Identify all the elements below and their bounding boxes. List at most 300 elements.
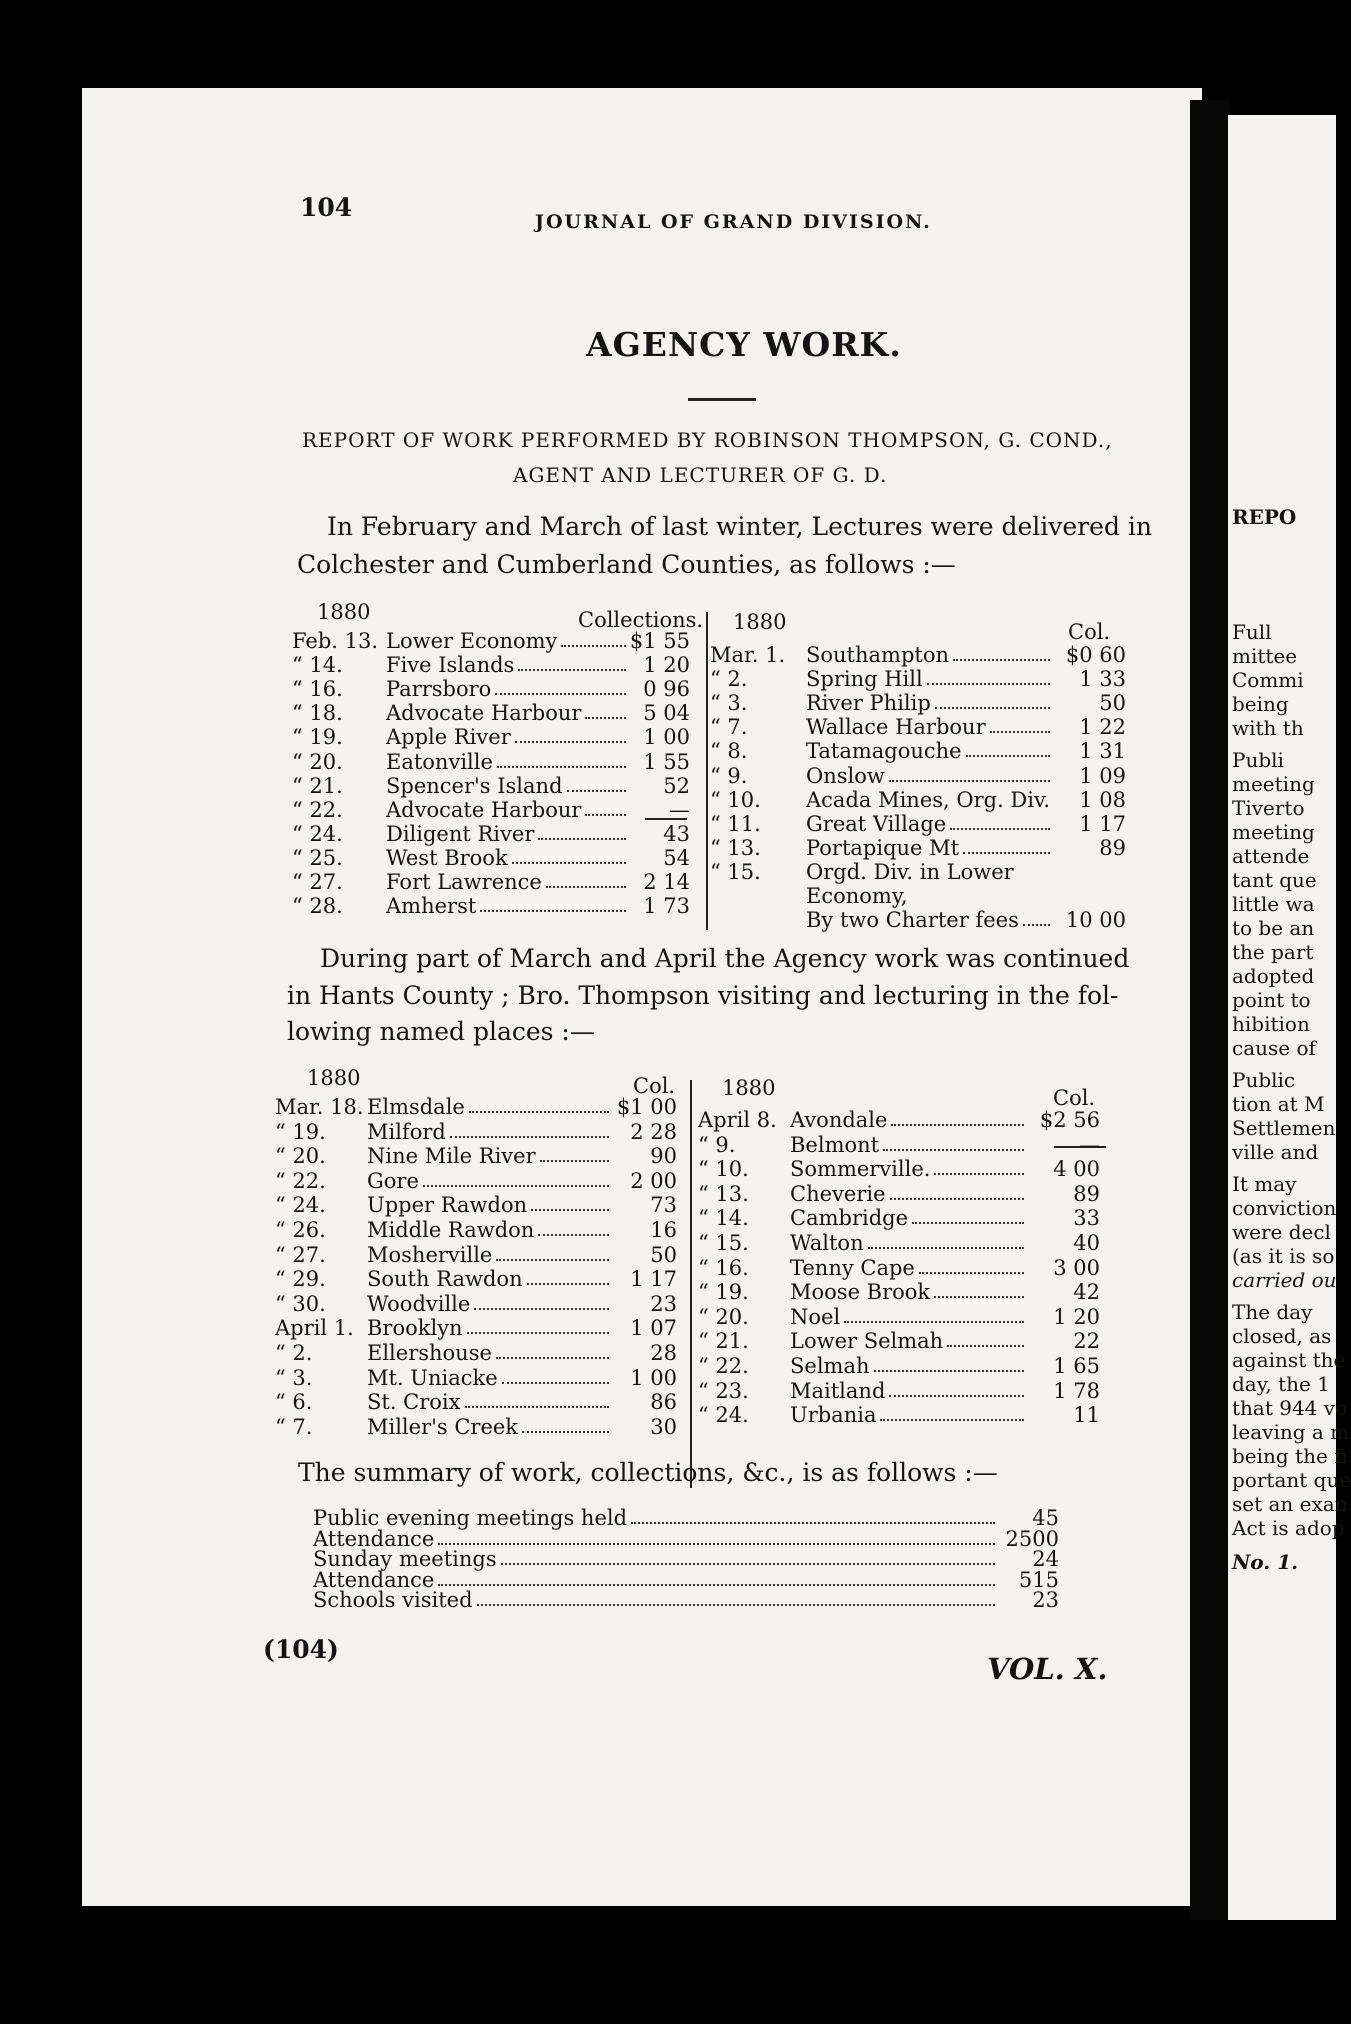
entry-date: “ 18. [292, 701, 343, 726]
table-row [275, 1095, 685, 1119]
entry-date: Mar. 18. [275, 1095, 364, 1119]
facing-page-line: Publi [1232, 748, 1284, 772]
facing-page-line: leaving a m [1232, 1420, 1350, 1444]
facing-page-line: being [1232, 692, 1289, 716]
entry-place: Spencer's Island [386, 773, 563, 798]
entry-date: “ 6. [275, 1390, 313, 1415]
leader-dots [950, 827, 1050, 830]
facing-page-line: ville and [1232, 1140, 1319, 1164]
entry-date: “ 3. [710, 691, 748, 716]
entry-amount: 1 33 [1079, 667, 1126, 692]
entry-date: “ 7. [710, 715, 748, 740]
table-row [275, 1169, 685, 1193]
facing-page-line: the part [1232, 940, 1314, 964]
entry-date: Feb. 13. [292, 629, 379, 653]
leader-dots [868, 1246, 1024, 1249]
table-row [710, 884, 1128, 908]
intro-line-1: In February and March of last winter, Lectures were delivered in [327, 512, 1152, 541]
entry-amount: 16 [650, 1218, 677, 1242]
summary-value: 515 [1018, 1567, 1059, 1592]
entry-amount: 1 17 [630, 1267, 677, 1292]
table-row [710, 764, 1128, 788]
entry-date: “ 20. [698, 1304, 749, 1329]
leader-dots [880, 1418, 1024, 1421]
page-title: AGENCY WORK. [586, 325, 902, 364]
entry-date: “ 19. [275, 1119, 326, 1144]
report-subtitle-line-2: AGENT AND LECTURER OF G. D. [513, 463, 888, 487]
leader-dots [585, 716, 626, 719]
entry-place: Mosherville [367, 1242, 493, 1267]
entry-place: Economy, [806, 884, 908, 908]
facing-page [1228, 115, 1351, 1920]
leader-dots [890, 1197, 1025, 1200]
leader-dots [912, 1221, 1024, 1224]
summary-value: 23 [1032, 1588, 1059, 1612]
entry-amount: — [669, 797, 690, 822]
leader-dots [546, 885, 626, 888]
entry-place: Five Islands [386, 653, 515, 678]
entry-place: Woodville [367, 1291, 471, 1316]
entry-place: Urbania [790, 1403, 877, 1428]
table-row [710, 860, 1128, 884]
entry-amount: 1 20 [1053, 1304, 1100, 1329]
entry-date: “ 21. [292, 773, 343, 798]
leader-dots [496, 1356, 609, 1359]
table-row [698, 1182, 1114, 1206]
table-row [275, 1341, 685, 1365]
entry-place: Belmont [790, 1132, 880, 1157]
leader-dots [883, 1148, 1024, 1151]
entry-place: South Rawdon [367, 1267, 523, 1292]
facing-page-line: attende [1232, 844, 1310, 868]
leader-dots [527, 1282, 609, 1285]
entry-place: Maitland [790, 1378, 886, 1403]
table-row [292, 701, 700, 725]
entry-amount: 52 [663, 773, 690, 798]
mid-para-line-3: lowing named places :— [287, 1017, 595, 1046]
entry-amount: 50 [1099, 691, 1126, 716]
leader-dots [927, 682, 1050, 685]
facing-page-line: portant que [1232, 1468, 1351, 1492]
entry-date: “ 30. [275, 1291, 326, 1316]
table-row [275, 1120, 685, 1144]
facing-page-line: cause of [1232, 1036, 1316, 1060]
entry-date: “ 9. [698, 1132, 736, 1157]
facing-page-line: set an exan [1232, 1492, 1348, 1516]
entry-place: Portapique Mt [806, 835, 960, 860]
entry-place: Selmah [790, 1354, 870, 1378]
s1-left-col-label: Collections. [578, 608, 704, 632]
intro-line-2: Colchester and Cumberland Counties, as follows :— [297, 550, 956, 579]
leader-dots [1023, 923, 1050, 926]
leader-dots [497, 765, 626, 768]
table-row [698, 1157, 1114, 1181]
entry-amount: — [1079, 1132, 1100, 1157]
leader-dots [919, 1271, 1024, 1274]
summary-label: Attendance [313, 1567, 435, 1592]
summary-intro: The summary of work, collections, &c., is as follows :— [298, 1458, 998, 1487]
leader-dots [934, 1295, 1024, 1298]
table-row [710, 667, 1128, 691]
table-row [698, 1403, 1114, 1427]
leader-dots [953, 658, 1050, 661]
leader-dots [540, 1159, 609, 1162]
table-row [275, 1366, 685, 1390]
table-row [710, 836, 1128, 860]
leader-dots [844, 1320, 1024, 1323]
summary-label: Sunday meetings [313, 1547, 497, 1571]
entry-date: “ 22. [292, 797, 343, 822]
entry-amount: $1 55 [629, 629, 690, 653]
leader-dots [467, 1331, 609, 1334]
s1-right-year: 1880 [733, 610, 787, 634]
facing-page-line: tant que [1232, 868, 1317, 892]
facing-page-line: that 944 vo [1232, 1396, 1348, 1420]
entry-date: “ 2. [710, 667, 748, 692]
s1-column-divider [706, 612, 708, 930]
entry-place: Tenny Cape [790, 1255, 915, 1280]
summary-label: Public evening meetings held [313, 1506, 628, 1530]
entry-amount: 11 [1073, 1403, 1100, 1428]
entry-place: Parrsboro [386, 677, 492, 702]
table-row [275, 1267, 685, 1291]
entry-place: By two Charter fees [806, 908, 1019, 933]
facing-page-line: Full [1232, 620, 1272, 644]
table-row [275, 1144, 685, 1168]
entry-date: “ 11. [710, 811, 761, 836]
leader-dots [501, 1562, 995, 1565]
leader-dots [495, 692, 626, 695]
entry-date: “ 24. [275, 1193, 326, 1218]
facing-page-line: meeting [1232, 772, 1315, 796]
facing-page-line: closed, as [1232, 1324, 1332, 1348]
entry-date: “ 19. [698, 1280, 749, 1305]
entry-amount: 2 28 [630, 1119, 677, 1144]
table-row [698, 1305, 1114, 1329]
leader-dots [990, 730, 1050, 733]
entry-place: Ellershouse [367, 1341, 492, 1365]
facing-page-line: Settlemen [1232, 1116, 1336, 1140]
table-row [292, 774, 700, 798]
leader-dots [423, 1184, 609, 1187]
entry-amount: 1 00 [643, 725, 690, 750]
table-row [710, 691, 1128, 715]
entry-place: Amherst [386, 894, 477, 919]
table-row [275, 1316, 685, 1340]
entry-place: Avondale [790, 1108, 888, 1132]
entry-date: “ 3. [275, 1365, 313, 1390]
entry-amount: 28 [650, 1341, 677, 1365]
summary-value: 45 [1032, 1506, 1059, 1530]
entry-amount: $1 00 [616, 1095, 677, 1119]
leader-dots [585, 813, 626, 816]
entry-place: Lower Selmah [790, 1329, 944, 1354]
entry-date: “ 28. [292, 894, 343, 919]
entry-date: “ 15. [698, 1231, 749, 1255]
facing-page-line: mittee [1232, 644, 1298, 668]
summary-label: Attendance [313, 1526, 435, 1551]
table-row [275, 1390, 685, 1414]
entry-place: Eatonville [386, 749, 493, 774]
entry-amount: 89 [1073, 1181, 1100, 1206]
entry-date: Mar. 1. [710, 643, 786, 667]
footer-page-number: (104) [263, 1635, 339, 1664]
table-row [292, 894, 700, 918]
table-row [275, 1193, 685, 1217]
leader-dots [477, 1603, 995, 1606]
running-header: JOURNAL OF GRAND DIVISION. [535, 211, 932, 233]
page-gutter [1190, 100, 1230, 1920]
leader-dots [474, 1307, 609, 1310]
leader-dots [889, 1394, 1024, 1397]
entry-date: April 8. [698, 1108, 777, 1132]
facing-page-line: with th [1232, 716, 1304, 740]
entry-place: Acada Mines, Org. Div. [806, 787, 1051, 812]
entry-place: Cambridge [790, 1206, 909, 1231]
s2-right-col-label: Col. [1053, 1086, 1096, 1110]
entry-amount: 1 55 [643, 749, 690, 774]
entry-amount: 1 22 [1079, 715, 1126, 740]
entry-date: “ 22. [698, 1354, 749, 1378]
entry-amount: 43 [663, 821, 690, 846]
entry-place: Miller's Creek [367, 1414, 519, 1439]
entry-place: West Brook [386, 845, 508, 870]
entry-place: Gore [367, 1168, 419, 1193]
entry-amount: 1 00 [630, 1365, 677, 1390]
leader-dots [438, 1583, 995, 1586]
s1-right-col-label: Col. [1068, 620, 1111, 644]
entry-date: “ 7. [275, 1414, 313, 1439]
summary-label: Schools visited [313, 1588, 473, 1612]
table-row [710, 908, 1128, 932]
table-row [710, 812, 1128, 836]
table-row [710, 643, 1128, 667]
leader-dots [963, 851, 1050, 854]
leader-dots [966, 754, 1050, 757]
entry-place: Nine Mile River [367, 1144, 536, 1169]
entry-amount: 1 78 [1053, 1378, 1100, 1403]
entry-date: “ 23. [698, 1378, 749, 1403]
entry-place: Sommerville. [790, 1157, 931, 1182]
leader-dots [502, 1381, 609, 1384]
entry-amount: 4 00 [1053, 1157, 1100, 1182]
table-row [275, 1292, 685, 1316]
footer-volume: VOL. X. [987, 1652, 1108, 1686]
leader-dots [438, 1542, 995, 1545]
entry-date: April 1. [275, 1316, 354, 1341]
facing-page-line: conviction [1232, 1196, 1337, 1220]
entry-amount: 1 17 [1079, 811, 1126, 836]
entry-date: “ 26. [275, 1218, 326, 1242]
leader-dots [531, 1208, 609, 1211]
entry-place: Moose Brook [790, 1280, 931, 1305]
entry-date: “ 27. [275, 1242, 326, 1267]
facing-page-line: Tiverto [1232, 796, 1305, 820]
table-row [698, 1108, 1114, 1132]
leader-dots [631, 1521, 995, 1524]
entry-place: Onslow [806, 763, 885, 788]
entry-date: “ 10. [698, 1157, 749, 1182]
entry-amount: 5 04 [643, 701, 690, 726]
entry-date: “ 8. [710, 739, 748, 764]
s2-left-year: 1880 [307, 1066, 361, 1090]
entry-date: “ 14. [292, 653, 343, 678]
facing-page-line: tion at M [1232, 1092, 1325, 1116]
s2-left-col-label: Col. [633, 1074, 676, 1098]
entry-amount: 50 [650, 1242, 677, 1267]
entry-date: “ 16. [698, 1255, 749, 1280]
entry-amount: 1 31 [1079, 739, 1126, 764]
title-rule [688, 398, 756, 401]
facing-page-line: adopted [1232, 964, 1315, 988]
mid-para-line-1: During part of March and April the Agency work was continued [320, 944, 1130, 973]
entry-place: St. Croix [367, 1390, 461, 1415]
entry-place: Cheverie [790, 1181, 886, 1206]
entry-place: Wallace Harbour [806, 715, 986, 740]
leader-dots [935, 706, 1050, 709]
entry-date: “ 27. [292, 870, 343, 894]
entry-place: Mt. Uniacke [367, 1365, 498, 1390]
table-row [698, 1280, 1114, 1304]
summary-value: 2500 [1005, 1526, 1059, 1551]
entry-place: Brooklyn [367, 1316, 463, 1341]
entry-place: Noel [790, 1304, 841, 1329]
entry-place: Upper Rawdon [367, 1193, 528, 1218]
entry-place: Lower Economy [386, 629, 558, 653]
entry-place: River Philip [806, 691, 931, 716]
entry-place: Milford [367, 1119, 446, 1144]
leader-dots [496, 1258, 609, 1261]
entry-date: “ 13. [710, 835, 761, 860]
table-row [710, 788, 1128, 812]
table-row [292, 725, 700, 749]
facing-page-line: point to [1232, 988, 1311, 1012]
entry-date: “ 2. [275, 1341, 313, 1365]
report-subtitle-line-1: REPORT OF WORK PERFORMED BY ROBINSON THOMPSON, G. COND., [302, 428, 1113, 452]
leader-dots [465, 1405, 610, 1408]
entry-date: “ 9. [710, 763, 748, 788]
table-row [698, 1329, 1114, 1353]
facing-page-line: being the fi [1232, 1444, 1348, 1468]
entry-date: “ 20. [275, 1144, 326, 1169]
leader-dots [561, 644, 626, 647]
entry-date: “ 13. [698, 1181, 749, 1206]
entry-date: “ 24. [292, 821, 343, 846]
s2-right-year: 1880 [722, 1076, 776, 1100]
facing-page-line: Commi [1232, 668, 1304, 692]
facing-page-line: hibition [1232, 1012, 1310, 1036]
entry-place: Diligent River [386, 821, 535, 846]
facing-page-line: (as it is so [1232, 1244, 1335, 1268]
table-row [292, 629, 700, 653]
entry-amount: 1 07 [630, 1316, 677, 1341]
facing-page-line: Public [1232, 1068, 1296, 1092]
entry-amount: 86 [650, 1390, 677, 1415]
entry-amount: 1 09 [1079, 763, 1126, 788]
entry-place: Apple River [386, 725, 511, 750]
entry-amount: 2 14 [643, 870, 690, 894]
entry-amount: 90 [650, 1144, 677, 1169]
entry-amount: 89 [1099, 835, 1126, 860]
entry-amount: 40 [1073, 1231, 1100, 1255]
s1-left-year: 1880 [317, 600, 371, 624]
entry-amount: 22 [1073, 1329, 1100, 1354]
table-row [292, 846, 700, 870]
facing-page-line: meeting [1232, 820, 1315, 844]
facing-page-line: against the [1232, 1348, 1346, 1372]
leader-dots [480, 909, 626, 912]
entry-place: Tatamagouche [806, 739, 962, 764]
entry-amount: 33 [1073, 1206, 1100, 1231]
entry-date: “ 16. [292, 677, 343, 702]
entry-amount: 1 65 [1053, 1354, 1100, 1378]
table-row [698, 1256, 1114, 1280]
entry-place: Fort Lawrence [386, 870, 542, 894]
entry-amount: 30 [650, 1414, 677, 1439]
facing-page-line: day, the 1 [1232, 1372, 1330, 1396]
leader-dots [889, 779, 1050, 782]
entry-amount: $0 60 [1065, 643, 1126, 667]
entry-amount: 23 [650, 1291, 677, 1316]
table-row [698, 1354, 1114, 1378]
entry-date: “ 24. [698, 1403, 749, 1428]
entry-amount: 3 00 [1053, 1255, 1100, 1280]
table-row [292, 677, 700, 701]
entry-date: “ 22. [275, 1168, 326, 1193]
leader-dots [515, 740, 626, 743]
entry-place: Orgd. Div. in Lower [806, 859, 1014, 884]
entry-date: “ 20. [292, 749, 343, 774]
leader-dots [469, 1110, 609, 1113]
leader-dots [891, 1123, 1024, 1126]
entry-amount: 10 00 [1065, 908, 1126, 933]
entry-place: Walton [790, 1231, 864, 1255]
entry-date: “ 10. [710, 787, 761, 812]
table-row [710, 715, 1128, 739]
table-row [292, 870, 700, 894]
entry-amount: 1 20 [643, 653, 690, 678]
facing-page-line: to be an [1232, 916, 1315, 940]
entry-amount: 42 [1073, 1280, 1100, 1305]
entry-place: Advocate Harbour [386, 797, 582, 822]
entry-place: Spring Hill [806, 667, 923, 692]
page-number: 104 [300, 193, 353, 222]
facing-page-line: were decl [1232, 1220, 1331, 1244]
leader-dots [538, 1233, 609, 1236]
table-row [698, 1231, 1114, 1255]
entry-date: “ 21. [698, 1329, 749, 1354]
summary-value: 24 [1032, 1547, 1059, 1571]
entry-date: “ 15. [710, 859, 761, 884]
s2-column-divider [690, 1080, 692, 1488]
leader-dots [874, 1369, 1025, 1372]
entry-place: Great Village [806, 811, 947, 836]
entry-date: “ 19. [292, 725, 343, 750]
table-row [275, 1218, 685, 1242]
entry-amount: 2 00 [630, 1168, 677, 1193]
table-row [292, 750, 700, 774]
entry-date: “ 29. [275, 1267, 326, 1292]
leader-dots [450, 1135, 609, 1138]
entry-place: Middle Rawdon [367, 1218, 535, 1242]
facing-page-line: carried ou [1232, 1268, 1337, 1292]
leader-dots [522, 1430, 609, 1433]
entry-date: “ 25. [292, 845, 343, 870]
table-row [698, 1379, 1114, 1403]
leader-dots [512, 861, 626, 864]
facing-page-line: REPO [1232, 505, 1297, 529]
facing-page-line: It may [1232, 1172, 1297, 1196]
